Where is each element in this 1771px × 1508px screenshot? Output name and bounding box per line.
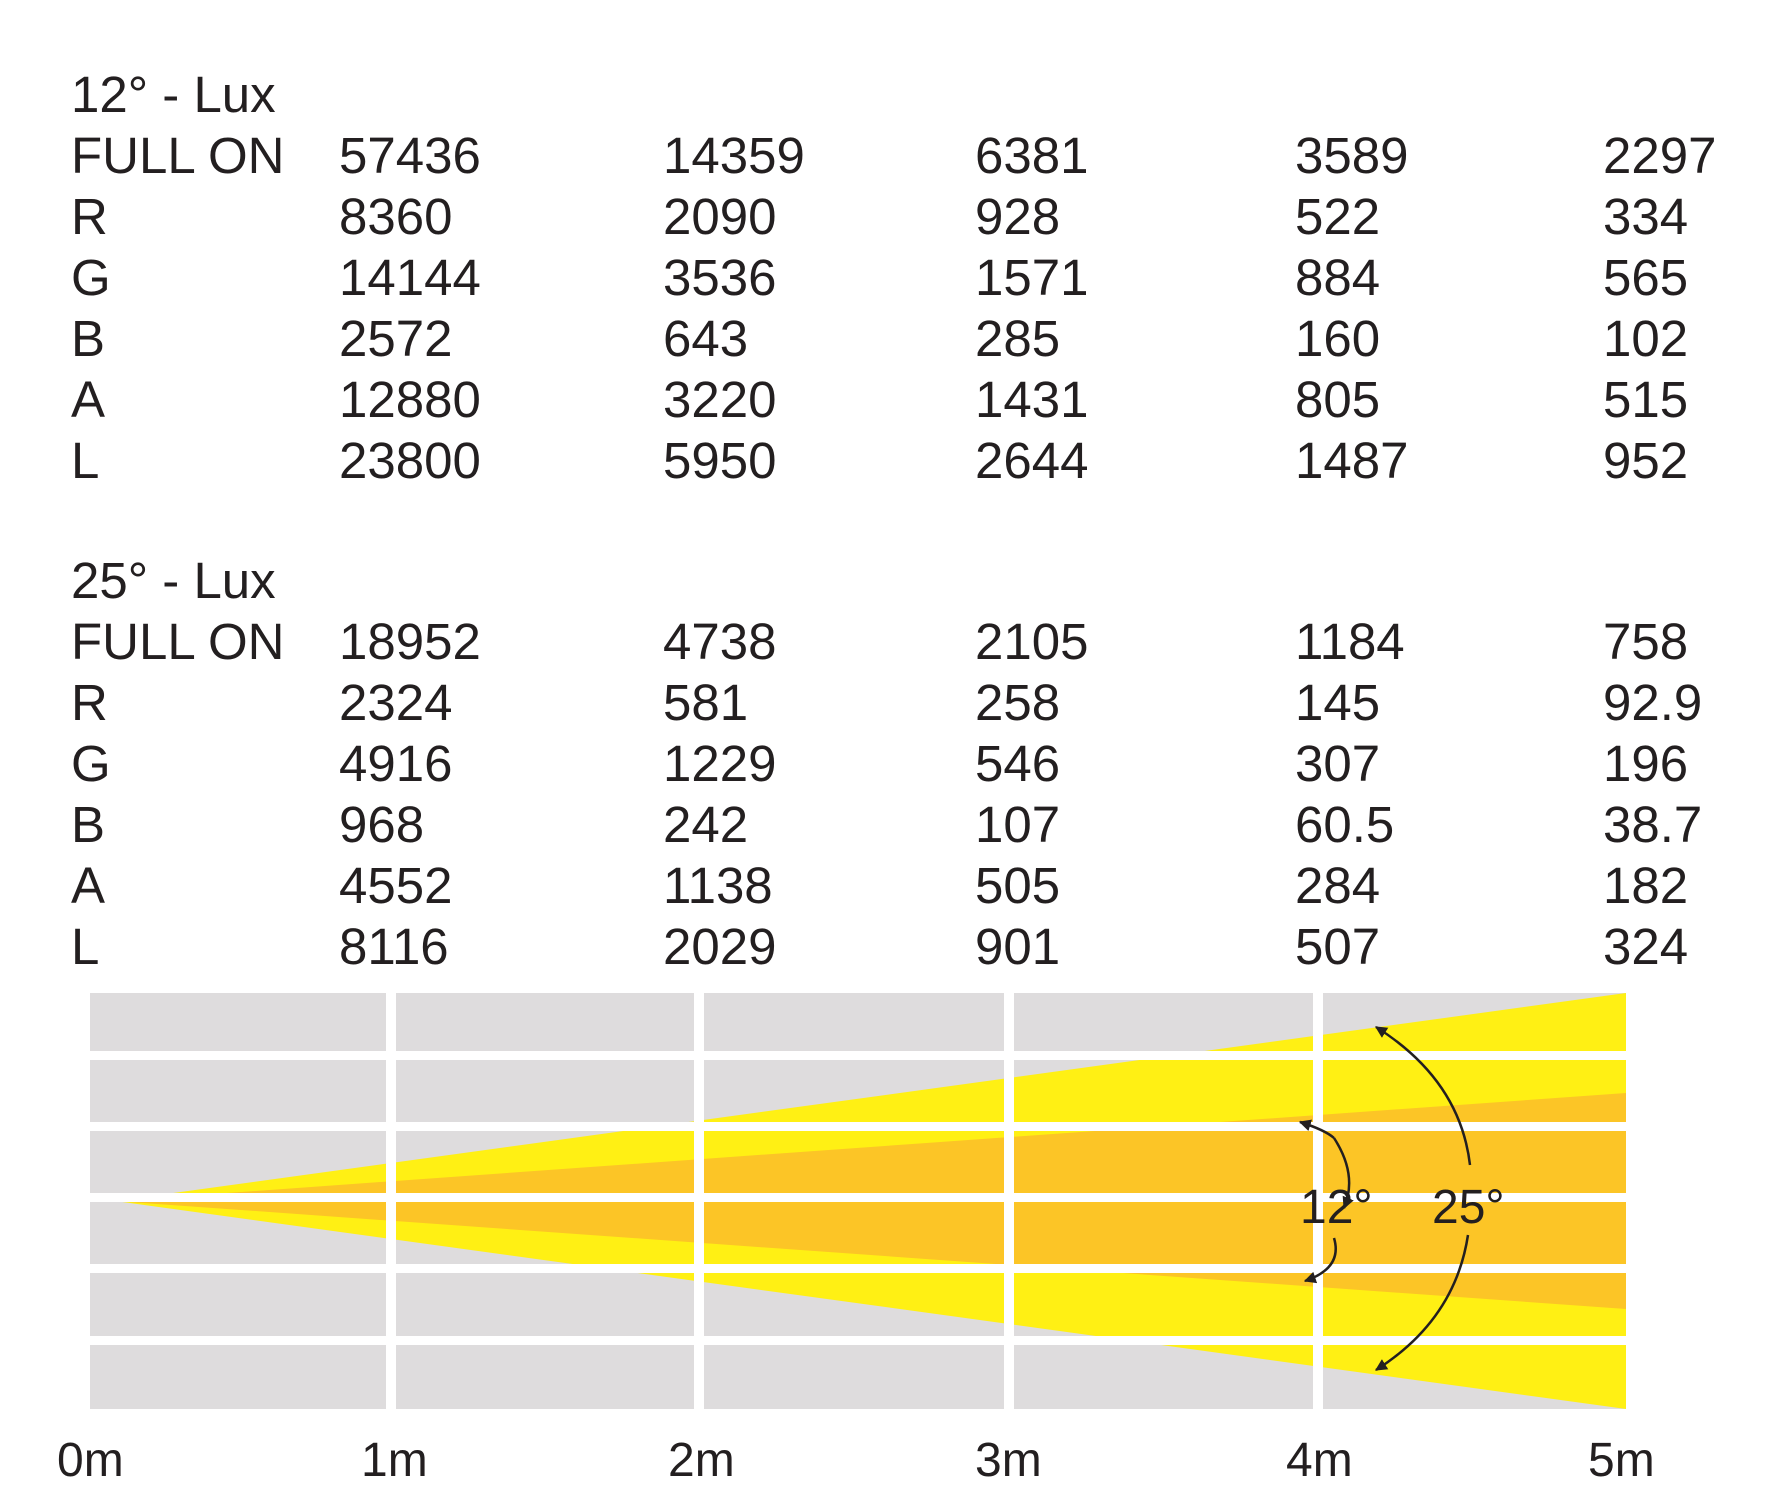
- angle-label-25deg: 25°: [1432, 1181, 1505, 1234]
- grid-line-v: [386, 993, 396, 1409]
- value-5m: 92.9: [1603, 674, 1703, 731]
- value-3m: 505: [975, 857, 1061, 914]
- value-1m: 14144: [339, 249, 481, 306]
- distance-label-0m: 0m: [57, 1434, 124, 1487]
- distance-label-3m: 3m: [975, 1434, 1042, 1487]
- value-3m: 258: [975, 674, 1061, 731]
- value-1m: 968: [339, 796, 425, 853]
- value-4m: 307: [1295, 735, 1381, 792]
- value-5m: 102: [1603, 310, 1689, 367]
- value-2m: 1229: [663, 735, 777, 792]
- value-1m: 12880: [339, 371, 481, 428]
- value-5m: 2297: [1603, 127, 1717, 184]
- row-label: FULL ON: [71, 613, 285, 670]
- value-3m: 2105: [975, 613, 1089, 670]
- value-4m: 284: [1295, 857, 1381, 914]
- value-4m: 160: [1295, 310, 1381, 367]
- value-2m: 3220: [663, 371, 777, 428]
- value-4m: 60.5: [1295, 796, 1395, 853]
- value-5m: 565: [1603, 249, 1689, 306]
- value-1m: 2324: [339, 674, 453, 731]
- table-title-12deg: 12° - Lux: [71, 66, 276, 123]
- value-1m: 18952: [339, 613, 481, 670]
- value-1m: 57436: [339, 127, 481, 184]
- value-2m: 643: [663, 310, 749, 367]
- value-5m: 38.7: [1603, 796, 1703, 853]
- grid-line-h: [90, 1193, 1626, 1202]
- value-3m: 1571: [975, 249, 1089, 306]
- value-1m: 23800: [339, 432, 481, 489]
- value-2m: 5950: [663, 432, 777, 489]
- value-3m: 928: [975, 188, 1061, 245]
- grid-line-h: [90, 1122, 1626, 1131]
- value-5m: 515: [1603, 371, 1689, 428]
- grid-line-v: [694, 993, 704, 1409]
- value-2m: 4738: [663, 613, 777, 670]
- value-1m: 2572: [339, 310, 453, 367]
- value-4m: 1487: [1295, 432, 1409, 489]
- grid-line-h: [90, 1051, 1626, 1060]
- row-label: R: [71, 188, 108, 245]
- value-5m: 334: [1603, 188, 1689, 245]
- row-label: FULL ON: [71, 127, 285, 184]
- grid-line-v: [1004, 993, 1014, 1409]
- distance-label-1m: 1m: [361, 1434, 428, 1487]
- value-2m: 14359: [663, 127, 805, 184]
- value-5m: 758: [1603, 613, 1689, 670]
- value-2m: 242: [663, 796, 749, 853]
- value-4m: 1184: [1295, 613, 1405, 670]
- value-3m: 1431: [975, 371, 1089, 428]
- value-2m: 2090: [663, 188, 777, 245]
- distance-label-4m: 4m: [1286, 1434, 1353, 1487]
- distance-label-5m: 5m: [1588, 1434, 1655, 1487]
- value-5m: 324: [1603, 918, 1689, 975]
- row-label: A: [71, 857, 106, 914]
- value-5m: 196: [1603, 735, 1689, 792]
- value-2m: 2029: [663, 918, 777, 975]
- value-5m: 182: [1603, 857, 1689, 914]
- value-4m: 805: [1295, 371, 1381, 428]
- value-1m: 4552: [339, 857, 453, 914]
- value-1m: 4916: [339, 735, 453, 792]
- value-3m: 6381: [975, 127, 1089, 184]
- value-2m: 3536: [663, 249, 777, 306]
- value-1m: 8116: [339, 918, 449, 975]
- value-2m: 1138: [663, 857, 773, 914]
- value-2m: 581: [663, 674, 749, 731]
- row-label: G: [71, 735, 111, 792]
- distance-axis: [57, 1434, 1655, 1487]
- row-label: L: [71, 918, 100, 975]
- value-4m: 507: [1295, 918, 1381, 975]
- row-label: R: [71, 674, 108, 731]
- value-5m: 952: [1603, 432, 1689, 489]
- value-4m: 522: [1295, 188, 1381, 245]
- table-title-25deg: 25° - Lux: [71, 552, 276, 609]
- value-3m: 285: [975, 310, 1061, 367]
- row-label: L: [71, 432, 100, 489]
- value-4m: 3589: [1295, 127, 1409, 184]
- value-3m: 2644: [975, 432, 1089, 489]
- value-1m: 8360: [339, 188, 453, 245]
- distance-label-2m: 2m: [668, 1434, 735, 1487]
- row-label: B: [71, 796, 106, 853]
- value-3m: 546: [975, 735, 1061, 792]
- angle-label-12deg: 12°: [1300, 1181, 1373, 1234]
- grid-line-h: [90, 1336, 1626, 1345]
- value-4m: 145: [1295, 674, 1381, 731]
- value-3m: 107: [975, 796, 1061, 853]
- grid-line-h: [90, 1264, 1626, 1273]
- value-3m: 901: [975, 918, 1061, 975]
- row-label: B: [71, 310, 106, 367]
- row-label: A: [71, 371, 106, 428]
- row-label: G: [71, 249, 111, 306]
- value-4m: 884: [1295, 249, 1381, 306]
